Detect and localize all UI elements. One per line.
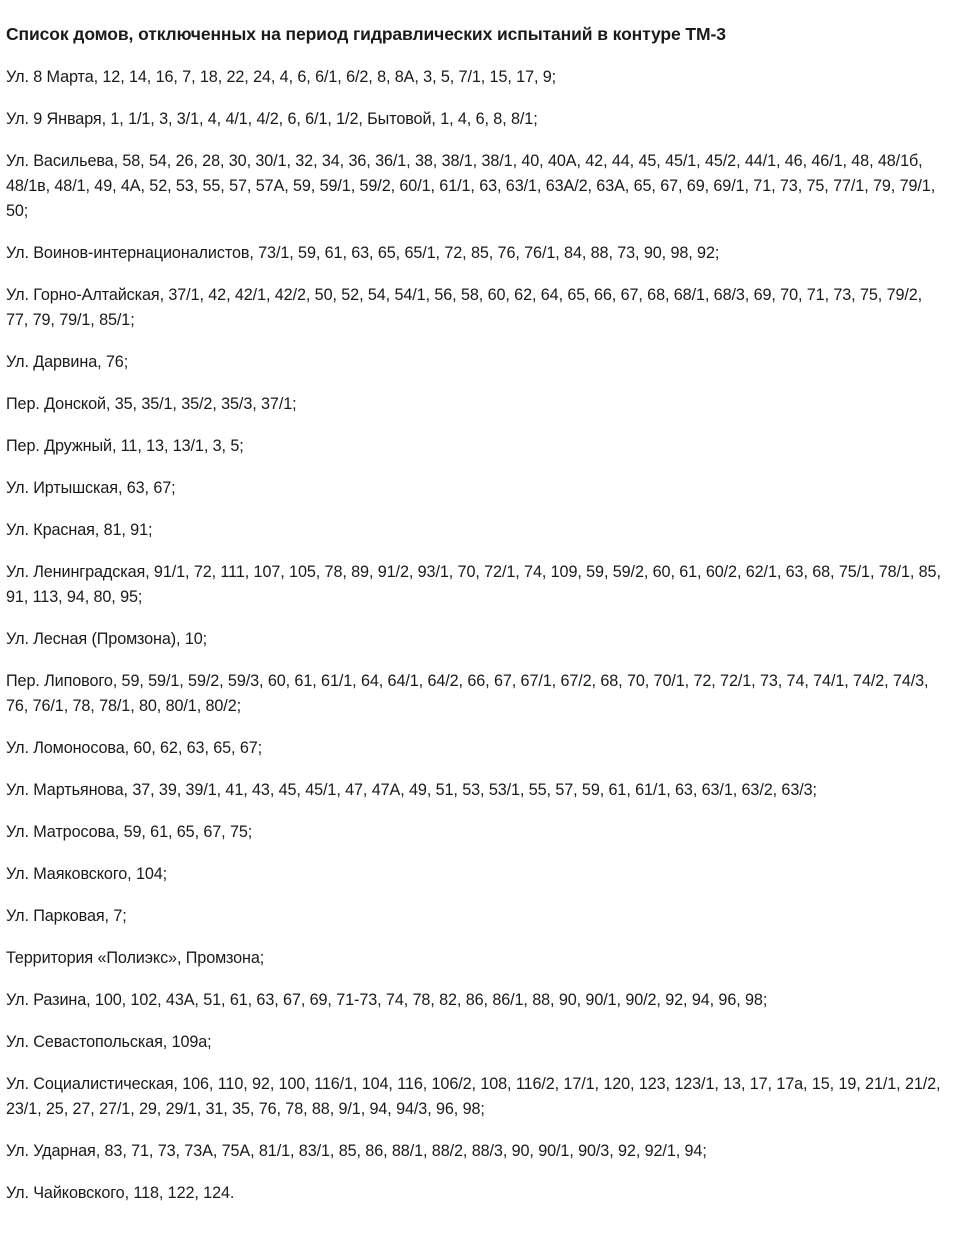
address-entry: Ул. Иртышская, 63, 67; xyxy=(6,479,176,497)
address-list xyxy=(6,65,946,1206)
address-entry: Территория «Полиэкс», Промзона; xyxy=(6,949,265,967)
document-body xyxy=(6,22,946,1223)
address-entry: Ул. Ленинградская, 91/1, 72, 111, 107, 105, 78, 89, 91/2, 93/1, 70, 72/1, 74, 109, 59, 59/2, 60, 61, 60/2, 62/1, 63, 68, 75/1, 78/1, 85, 91, 113, 94, 80, 95; xyxy=(6,563,941,606)
address-entry: Ул. Ударная, 83, 71, 73, 73А, 75А, 81/1, 83/1, 85, 86, 88/1, 88/2, 88/3, 90, 90/1, 90/3, 92, 92/1, 94; xyxy=(6,1142,707,1160)
address-entry: Ул. Красная, 81, 91; xyxy=(6,521,153,539)
document-title: Список домов, отключенных на период гидравлических испытаний в контуре ТМ-3 xyxy=(6,24,726,44)
address-entry: Ул. Васильева, 58, 54, 26, 28, 30, 30/1, 32, 34, 36, 36/1, 38, 38/1, 38/1, 40, 40А, 42, 44, 45, 45/1, 45/2, 44/1, 46, 46/1, 48, 48/1б, 48/1в, 48/1, 49, 4А, 52, 53, 55, 57, 57А, 59, 59/1, 59/2, 60/1, 61/1, 63, 63/1, 63А/2, 63А, 65, 67, 69, 69/1, 71, 73, 75, 77/1, 79, 79/1, 50; xyxy=(6,152,936,220)
address-entry: Ул. Дарвина, 76; xyxy=(6,353,129,371)
address-entry: Ул. Разина, 100, 102, 43А, 51, 61, 63, 67, 69, 71-73, 74, 78, 82, 86, 86/1, 88, 90, 90/1, 90/2, 92, 94, 96, 98; xyxy=(6,991,768,1009)
address-entry: Ул. Горно-Алтайская, 37/1, 42, 42/1, 42/2, 50, 52, 54, 54/1, 56, 58, 60, 62, 64, 65, 66, 67, 68, 68/1, 68/3, 69, 70, 71, 73, 75, 79/2, 77, 79, 79/1, 85/1; xyxy=(6,286,923,329)
address-entry: Пер. Донской, 35, 35/1, 35/2, 35/3, 37/1; xyxy=(6,395,297,413)
address-entry: Ул. Социалистическая, 106, 110, 92, 100, 116/1, 104, 116, 106/2, 108, 116/2, 17/1, 120, 123, 123/1, 13, 17, 17а, 15, 19, 21/1, 21/2, 23/1, 25, 27, 27/1, 29, 29/1, 31, 35, 76, 78, 88, 9/1, 94, 94/3, 96, 98; xyxy=(6,1075,941,1118)
address-entry: Ул. Севастопольская, 109а; xyxy=(6,1033,212,1051)
address-entry: Ул. Лесная (Промзона), 10; xyxy=(6,630,208,648)
address-entry: Ул. 9 Января, 1, 1/1, 3, 3/1, 4, 4/1, 4/2, 6, 6/1, 1/2, Бытовой, 1, 4, 6, 8, 8/1; xyxy=(6,110,538,128)
address-entry: Ул. Парковая, 7; xyxy=(6,907,127,925)
address-entry: Ул. Воинов-интернационалистов, 73/1, 59, 61, 63, 65, 65/1, 72, 85, 76, 76/1, 84, 88, 73, 90, 98, 92; xyxy=(6,244,720,262)
address-entry: Ул. Ломоносова, 60, 62, 63, 65, 67; xyxy=(6,739,263,757)
address-entry: Ул. Мартьянова, 37, 39, 39/1, 41, 43, 45, 45/1, 47, 47А, 49, 51, 53, 53/1, 55, 57, 59, 61, 61/1, 63, 63/1, 63/2, 63/3; xyxy=(6,781,817,799)
address-entry: Пер. Дружный, 11, 13, 13/1, 3, 5; xyxy=(6,437,244,455)
address-entry: Пер. Липового, 59, 59/1, 59/2, 59/3, 60, 61, 61/1, 64, 64/1, 64/2, 66, 67, 67/1, 67/2, 68, 70, 70/1, 72, 72/1, 73, 74, 74/1, 74/2, 74/3, 76, 76/1, 78, 78/1, 80, 80/1, 80/2; xyxy=(6,672,929,715)
address-entry: Ул. Маяковского, 104; xyxy=(6,865,168,883)
address-entry: Ул. 8 Марта, 12, 14, 16, 7, 18, 22, 24, 4, 6, 6/1, 6/2, 8, 8А, 3, 5, 7/1, 15, 17, 9; xyxy=(6,68,557,86)
address-entry: Ул. Матросова, 59, 61, 65, 67, 75; xyxy=(6,823,253,841)
address-entry: Ул. Чайковского, 118, 122, 124. xyxy=(6,1184,235,1202)
